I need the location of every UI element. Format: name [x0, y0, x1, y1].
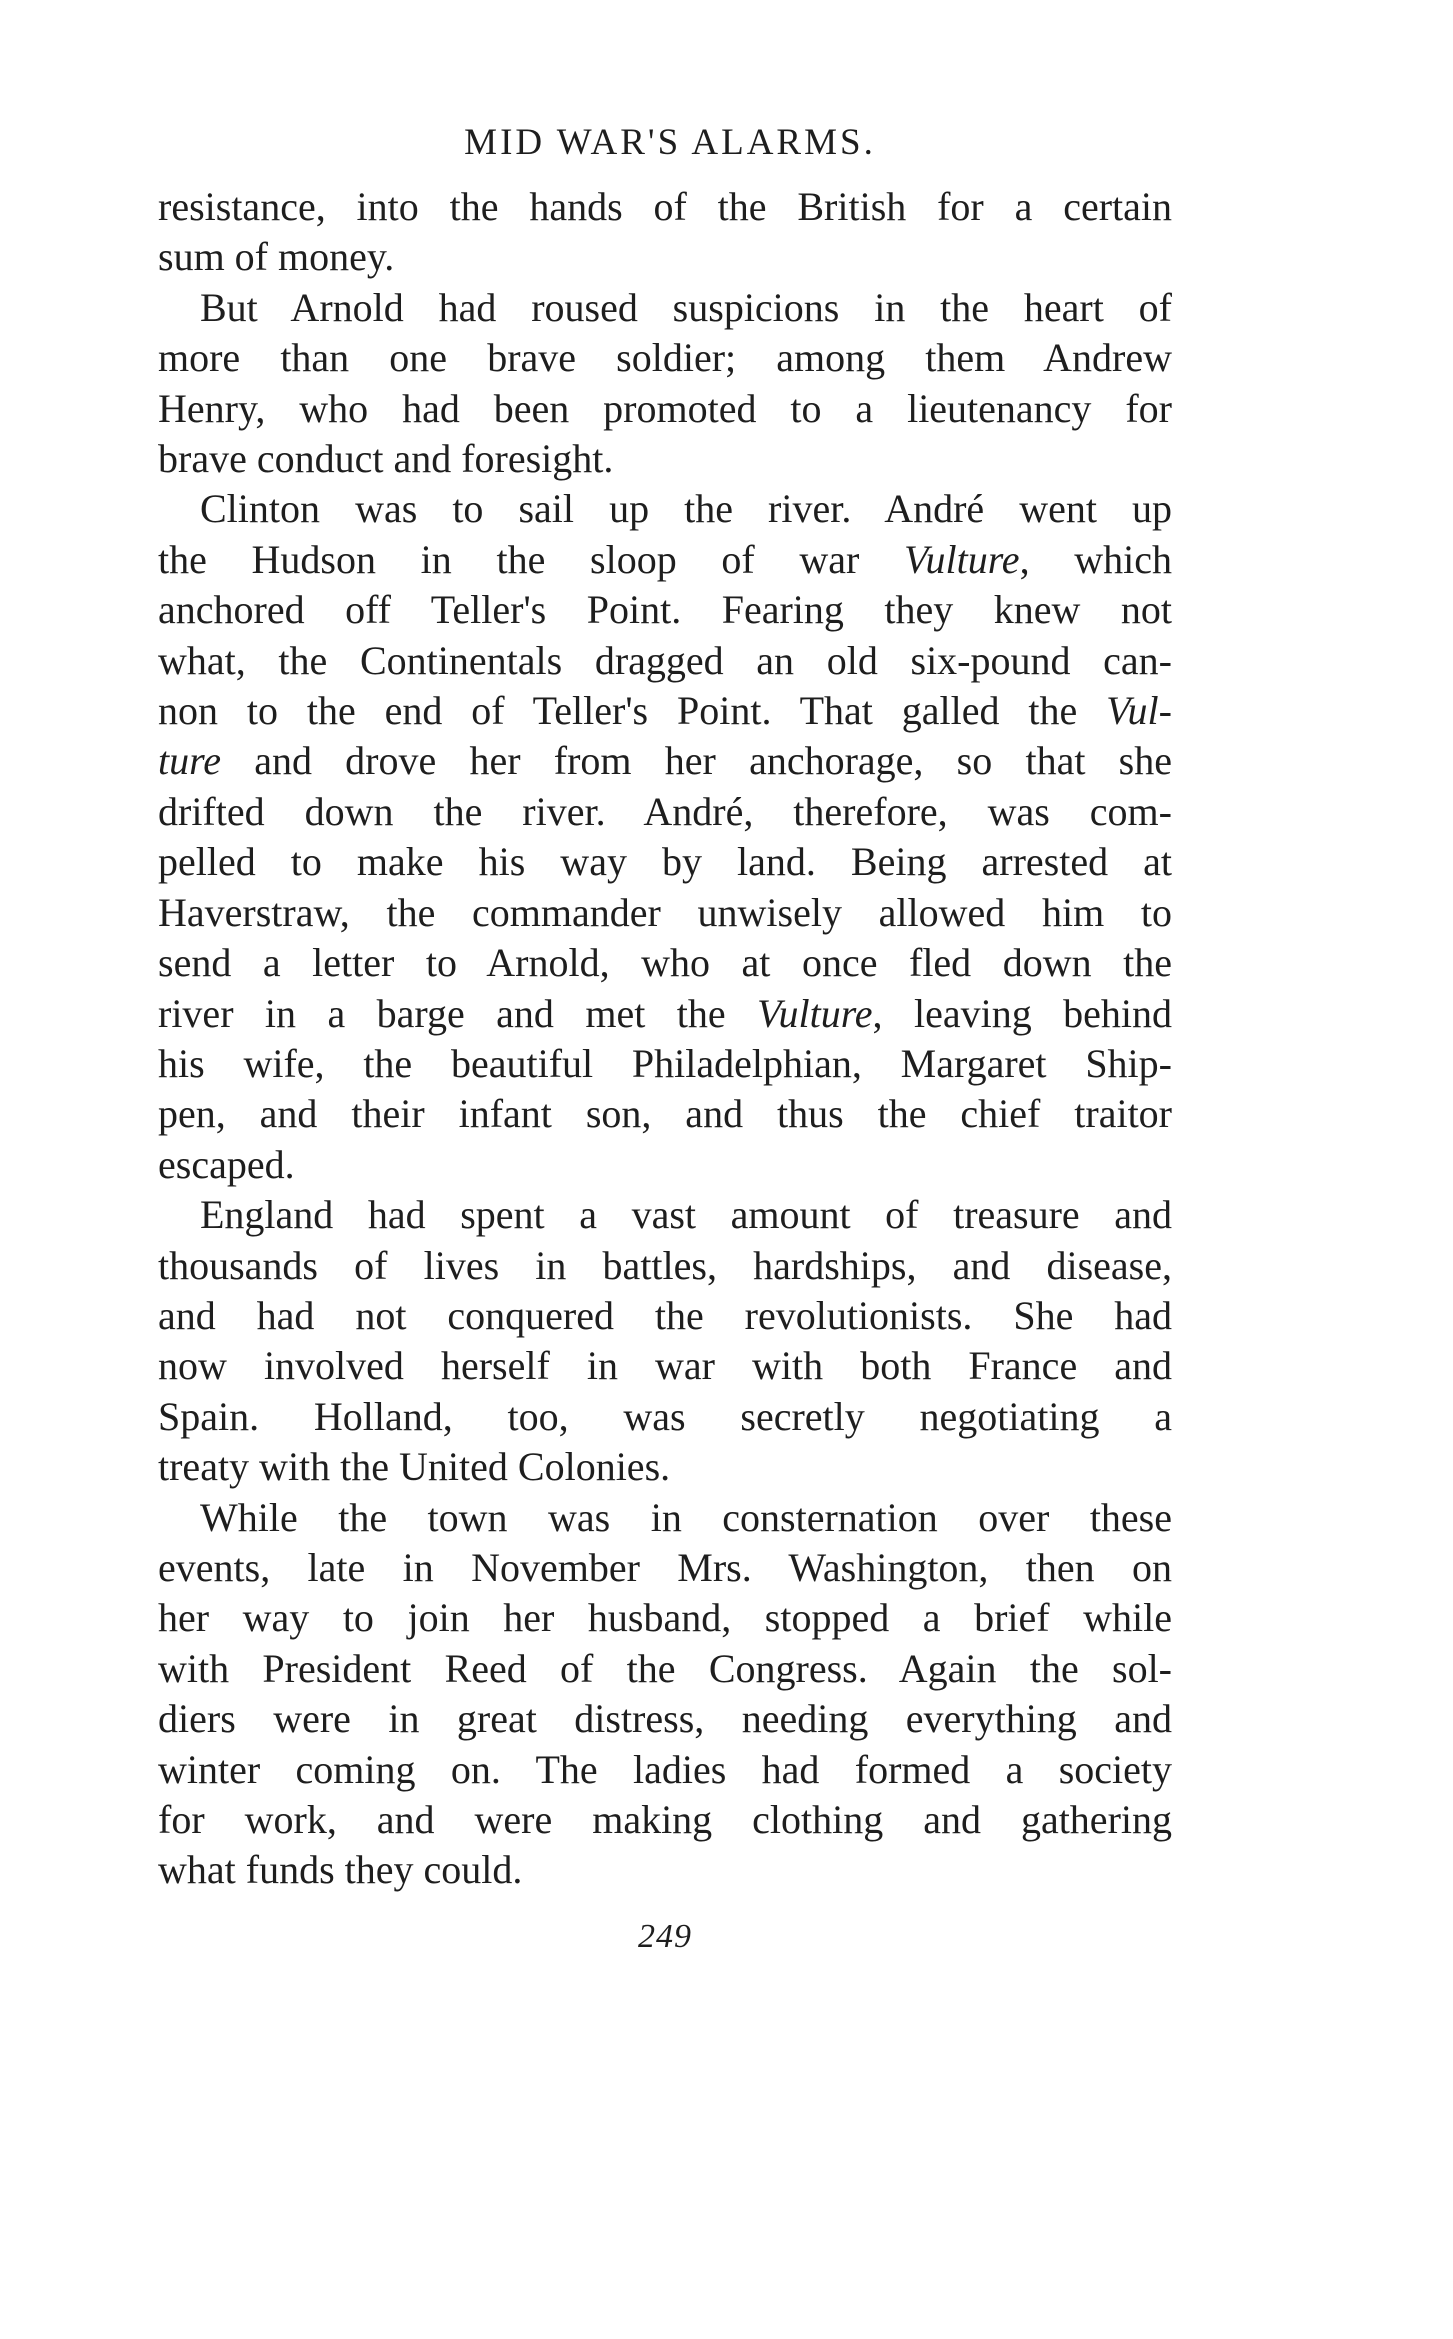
- text-line: pelled to make his way by land. Being arrested at: [158, 839, 1172, 885]
- text-line: resistance, into the hands of the British for a certain: [158, 184, 1172, 229]
- text-line: now involved herself in war with both France and: [158, 1343, 1172, 1389]
- text-line: escaped.: [158, 1141, 295, 1187]
- text-line-italic: ture and drove her from her anchorage, so that she: [158, 738, 1172, 784]
- text-line: But Arnold had roused suspicions in the heart of: [200, 284, 1172, 330]
- text-line-italic: the Hudson in the sloop of war Vulture, which: [158, 536, 1172, 582]
- text-line: brave conduct and foresight.: [158, 436, 614, 482]
- text-line: While the town was in consternation over these: [200, 1494, 1172, 1540]
- text-line: send a letter to Arnold, who at once fled down the: [158, 940, 1172, 986]
- paragraph-2: [158, 283, 1172, 485]
- paragraph-4: [158, 1190, 1172, 1492]
- text-line: England had spent a vast amount of treasure and: [200, 1192, 1172, 1238]
- text-line: her way to join her husband, stopped a brief while: [158, 1595, 1172, 1641]
- italic-ship-name: Vulture: [904, 536, 1020, 582]
- text-line: treaty with the United Colonies.: [158, 1444, 671, 1490]
- text-line: winter coming on. The ladies had formed a society: [158, 1746, 1172, 1792]
- italic-ship-name: Vul-: [1106, 688, 1172, 734]
- text-line: Spain. Holland, too, was secretly negotiating a: [158, 1393, 1172, 1439]
- text-line: sum of money.: [158, 234, 395, 280]
- running-head: MID WAR'S ALARMS.: [464, 122, 876, 163]
- book-page: [158, 118, 1172, 1956]
- text-line-italic: non to the end of Teller's Point. That galled the Vul-: [158, 688, 1172, 734]
- text-line: for work, and were making clothing and gathering: [158, 1797, 1172, 1842]
- text-line: what, the Continentals dragged an old six-pound can-: [158, 637, 1172, 683]
- paragraph-1: [158, 182, 1172, 283]
- text-line: what funds they could.: [158, 1847, 523, 1893]
- text-line: Haverstraw, the commander unwisely allowed him to: [158, 889, 1172, 935]
- text-line: his wife, the beautiful Philadelphian, Margaret Ship-: [158, 1040, 1172, 1086]
- text-line: diers were in great distress, needing everything and: [158, 1696, 1172, 1742]
- text-line: drifted down the river. André, therefore, was com-: [158, 788, 1172, 834]
- text-line: and had not conquered the revolutionists. She had: [158, 1292, 1172, 1338]
- page-number: 249: [638, 1917, 692, 1955]
- text-line: more than one brave soldier; among them Andrew: [158, 335, 1172, 381]
- text-line: Clinton was to sail up the river. André went up: [200, 486, 1172, 532]
- italic-ship-name: ture: [158, 738, 221, 784]
- text-line: anchored off Teller's Point. Fearing they knew not: [158, 587, 1172, 633]
- italic-ship-name: Vulture: [757, 990, 873, 1036]
- paragraph-3: [158, 484, 1172, 1190]
- text-line: events, late in November Mrs. Washington, then on: [158, 1544, 1172, 1590]
- paragraph-5: [158, 1493, 1172, 1896]
- text-line-italic: river in a barge and met the Vulture, leaving behind: [158, 990, 1172, 1036]
- text-line: Henry, who had been promoted to a lieutenancy for: [158, 385, 1172, 431]
- text-line: thousands of lives in battles, hardships, and disease,: [158, 1242, 1172, 1288]
- text-line: pen, and their infant son, and thus the chief traitor: [158, 1091, 1172, 1137]
- text-line: with President Reed of the Congress. Again the sol-: [158, 1645, 1172, 1691]
